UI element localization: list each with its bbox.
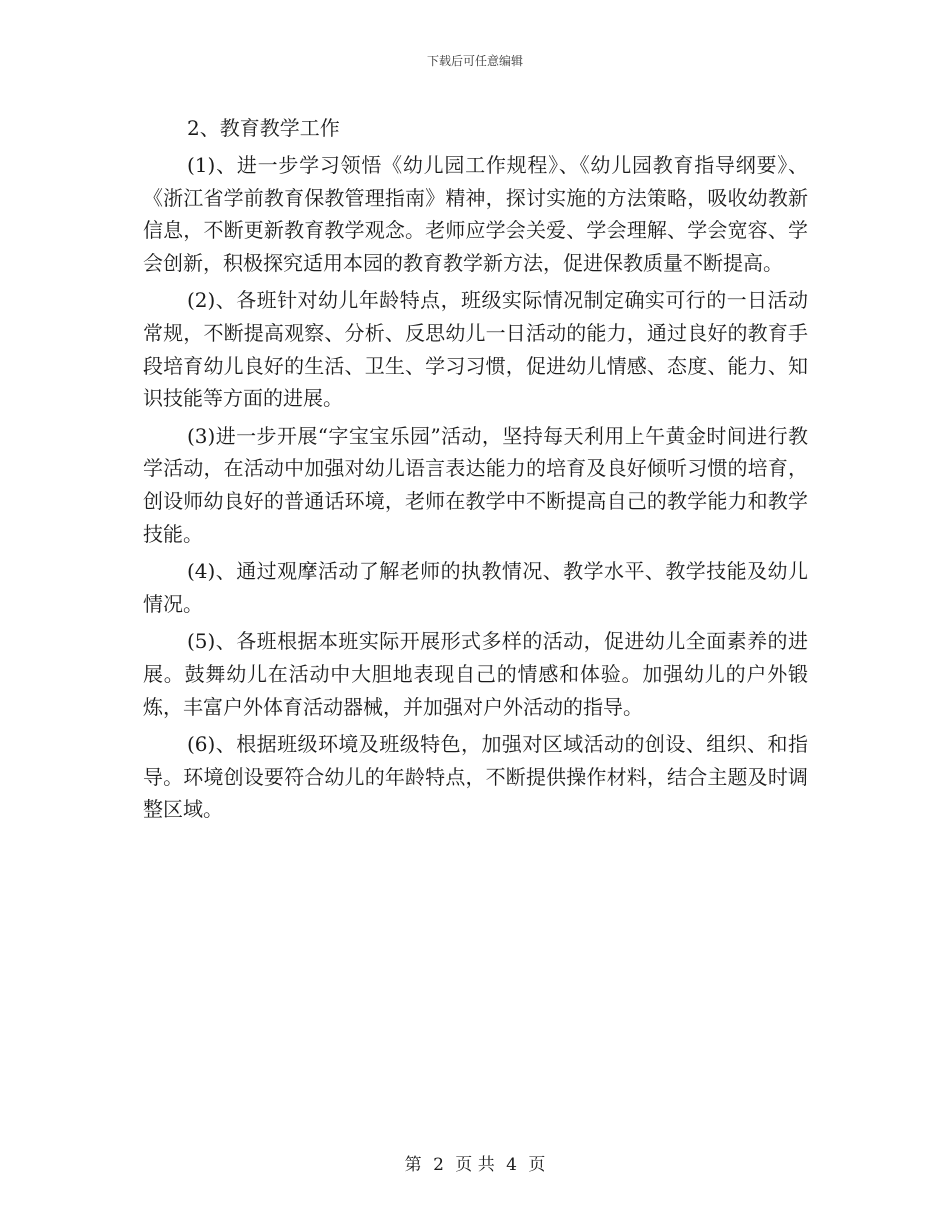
paragraph-1: (1)、进一步学习领悟《幼儿园工作规程》、《幼儿园教育指导纲要》、《浙江省学前教育保教管理指南》精神，探讨实施的方法策略，吸收幼教新信息，不断更新教育教学观念。老师应学会关爱、学会理解、学会宽容、学会创新，积极探究适用本园的教育教学新方法，促进保教质量不断提高。 <box>143 153 808 275</box>
page-footer <box>0 1153 950 1177</box>
paragraph-3: (3)进一步开展“字宝宝乐园”活动，坚持每天利用上午黄金时间进行教学活动，在活动中加强对幼儿语言表达能力的培育及良好倾听习惯的培育，创设师幼良好的普通话环境，老师在教学中不断提高自己的教学能力和教学技能。 <box>143 423 808 546</box>
paragraph-6: (6)、根据班级环境及班级特色，加强对区域活动的创设、组织、和指导。环境创设要符合幼儿的年龄特点，不断提供操作材料，结合主题及时调整区域。 <box>143 732 808 822</box>
footer-prefix: 第 <box>404 1155 422 1175</box>
page-header: 下载后可任意编辑 <box>426 54 523 68</box>
paragraph-2: (2)、各班针对幼儿年龄特点，班级实际情况制定确实可行的一日活动常规，不断提高观察、分析、反思幼儿一日活动的能力，通过良好的教育手段培育幼儿良好的生活、卫生、学习习惯，促进幼儿情感、态度、能力、知识技能等方面的进展。 <box>143 288 808 411</box>
paragraph-5: (5)、各班根据本班实际开展形式多样的活动，促进幼儿全面素养的进展。鼓舞幼儿在活动中大胆地表现自己的情感和体验。加强幼儿的户外锻炼，丰富户外体育活动器械，并加强对户外活动的指导。 <box>143 629 808 719</box>
footer-middle: 页 共 <box>455 1155 495 1175</box>
footer-suffix: 页 <box>528 1155 546 1175</box>
footer-page-number: 2 <box>433 1155 444 1175</box>
section-heading: 2、教育教学工作 <box>187 116 340 140</box>
document-body <box>143 112 808 831</box>
paragraph-4: (4)、通过观摩活动了解老师的执教情况、教学水平、教学技能及幼儿情况。 <box>143 559 808 616</box>
footer-total-pages: 4 <box>506 1155 517 1175</box>
